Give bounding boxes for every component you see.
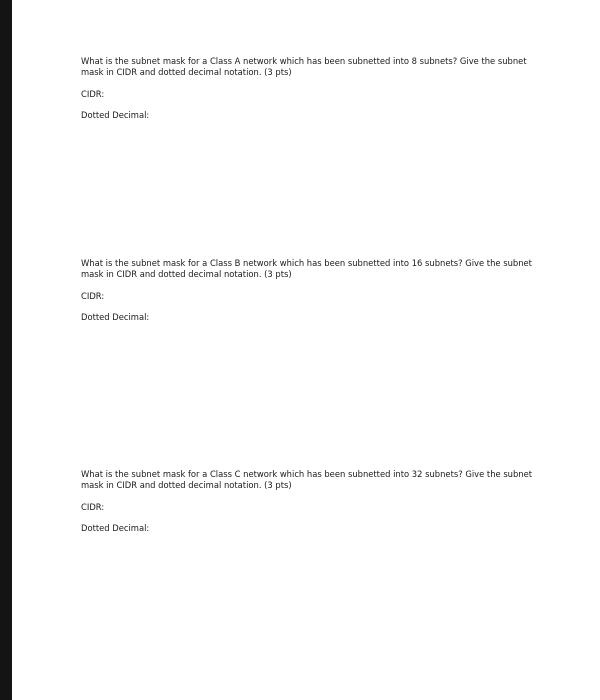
window-left-edge xyxy=(0,0,12,700)
question-block-1 xyxy=(81,56,541,120)
cidr-label: CIDR: xyxy=(81,502,105,512)
cidr-label: CIDR: xyxy=(81,291,105,301)
document-page xyxy=(12,0,600,700)
dotted-decimal-label: Dotted Decimal: xyxy=(81,110,150,120)
dotted-decimal-label: Dotted Decimal: xyxy=(81,312,150,322)
question-block-3 xyxy=(81,469,541,533)
cidr-label: CIDR: xyxy=(81,89,105,99)
question-block-2 xyxy=(81,258,541,322)
dotted-decimal-label: Dotted Decimal: xyxy=(81,523,150,533)
question-text: What is the subnet mask for a Class A network which has been subnetted into 8 subnets? Give the subnet mask in CIDR and dotted decimal notation. (3 pts) xyxy=(81,56,527,77)
question-text: What is the subnet mask for a Class C network which has been subnetted into 32 subnets? Give the subnet mask in CIDR and dotted decimal notation. (3 pts) xyxy=(81,469,533,490)
question-text: What is the subnet mask for a Class B network which has been subnetted into 16 subnets? Give the subnet mask in CIDR and dotted decimal notation. (3 pts) xyxy=(81,258,532,279)
